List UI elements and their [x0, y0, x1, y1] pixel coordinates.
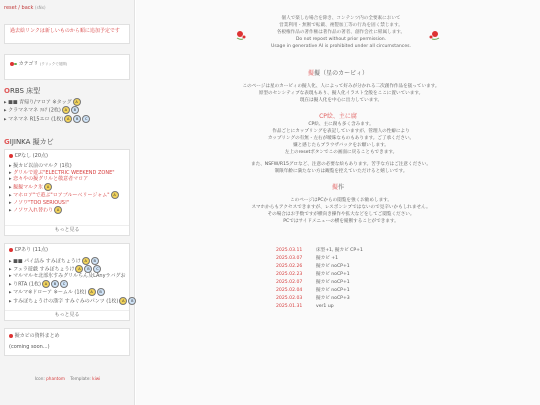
text-line: Usage in generative AI is prohibited under all circumstances. — [270, 43, 412, 49]
text-line: その場合はお手数ですが横向き操作や拡大などをしてご閲覧ください。 — [267, 212, 415, 218]
update-row — [276, 271, 476, 279]
cp-yes-header[interactable]: CPあり (11点) — [9, 247, 125, 254]
copyright-notice — [226, 16, 456, 50]
text-line: 営業利用・無断で転載、複製加工等の行為を固く禁じます。 — [279, 22, 403, 28]
about-title: 擬擬（星のカービィ） — [308, 70, 368, 77]
list-item-label: ■■ パイ詰み すみぽちょうけ — [13, 258, 81, 265]
category-label: カテゴリ — [18, 61, 39, 67]
text-line: スマホからもアクセスできますが、レスポンシブではないので見辛いかもしれません。 — [251, 205, 431, 211]
category-box[interactable] — [4, 54, 130, 80]
rating-badge-icon: A — [88, 288, 96, 296]
rating-badge-icon: B — [97, 288, 105, 296]
cp-title: CP絵、主に腐 — [319, 113, 357, 120]
icon-author-link[interactable]: phantom — [46, 376, 65, 381]
list-item-label: フェラ遊戯 すみぽちょうけ — [13, 266, 75, 273]
rating-badge-icon: A — [54, 206, 62, 214]
update-row — [276, 295, 476, 303]
text-line: カップリングの有無・左右が曖昧なものもあります。ご了承ください。 — [267, 136, 415, 142]
works-title: 擬作 — [331, 184, 345, 191]
nsfw-text — [196, 161, 486, 175]
credits-footer: Icon: phantom Template: kiwi — [34, 376, 101, 381]
update-text: 擬カビ noCP+3 — [316, 296, 350, 302]
flower-icon — [9, 154, 13, 158]
update-row — [276, 279, 476, 287]
cp-none-more-button[interactable]: もっと見る — [5, 225, 129, 234]
rating-badge-icon: A — [64, 115, 72, 123]
list-item-label: ノソワ"TOO SERIOUS!" — [13, 199, 70, 206]
list-item-label: マルマ※ドローア ※ームル (1枚) — [13, 289, 87, 296]
list-item-label: マルマルセ北部氷すみグリルちん及LAnyラバグお — [13, 273, 126, 280]
list-item[interactable]: ▸ すみぽちょうけの漢字 すみぐみのパンツ (1枚) A B — [9, 297, 125, 305]
cp-yes-box — [4, 243, 134, 321]
list-item[interactable]: ▸ ■■ 青帰り/マロア ※タッグ A — [4, 98, 130, 106]
rating-badge-icon: A — [75, 265, 83, 273]
text-line: このページは星のカービィの擬人化、人によって好みが分かれる二次創作作品を扱っています。 — [242, 84, 440, 89]
text-line: 嫌と感じたらブラウザバックをお願いします。 — [293, 143, 389, 149]
rating-badge-icon: B — [73, 115, 81, 123]
orbs-section-title: ORBS 床型 — [4, 87, 41, 95]
gijinka-section-title: GIJINKA 擬カビ — [4, 138, 54, 146]
list-item[interactable]: ▸ ノソワ"TOO SERIOUS!" — [9, 199, 70, 206]
list-item[interactable]: ▸ マルマルセ北部氷すみグリルちん及LAnyラバグお — [9, 273, 126, 280]
reset-link[interactable]: reset / back (sNx) — [4, 5, 46, 11]
text-line: 作品ごとにカップリングを表記していますが、管理人の性癖により — [272, 129, 410, 135]
list-item[interactable]: ▸ フェラ遊戯 すみぽちょうけ A B C — [9, 265, 125, 273]
cp-none-list — [9, 163, 125, 215]
update-text: ver1 up — [316, 304, 334, 310]
update-text: 擬カビ noCP+1 — [316, 272, 350, 278]
update-date: 2025.03.07 — [276, 256, 303, 262]
text-line: また、NSFW/R15グロなど、注意の必要な絵もあります。苦手な方はご注意ください。 — [251, 162, 431, 167]
rating-badge-icon: B — [84, 265, 92, 273]
update-date: 2025.03.11 — [276, 248, 303, 253]
link-notice-text: 過去絵リンクは新しいものから順に追加予定です — [10, 28, 120, 34]
update-row — [276, 287, 476, 295]
update-row — [276, 247, 476, 255]
list-item[interactable]: ▸ クラマネマネ ｿﾙｱ (2枚) A B — [4, 106, 130, 114]
rating-badge-icon: A — [111, 191, 119, 199]
category-sub: (クリックで展開) — [40, 62, 68, 66]
cp-yes-list — [9, 257, 134, 305]
rating-badge-icon: B — [128, 297, 136, 305]
orbs-list — [4, 98, 130, 123]
list-item[interactable]: ▸ 恋々やの擬グリルと敬意者マロア — [9, 176, 89, 183]
list-item[interactable]: ▸ 擬カビ以前のマルク (1枚) — [9, 162, 72, 169]
rating-badge-icon: A — [42, 280, 50, 288]
leaf-icon — [14, 63, 17, 65]
works-text — [196, 197, 486, 225]
rating-badge-icon: B — [71, 106, 79, 114]
cp-yes-more-button[interactable]: もっと見る — [5, 310, 129, 319]
main-content — [136, 0, 540, 405]
rating-badge-icon: A — [119, 297, 127, 305]
list-item-label: 恋々やの擬グリルと敬意者マロア — [13, 176, 89, 183]
gallery-soon: (coming soon...) — [9, 343, 50, 350]
update-row — [276, 255, 476, 263]
list-item-label: すみぽちょうけの漢字 すみぐみのパンツ (1枚) — [13, 298, 119, 304]
rating-badge-icon: B — [51, 280, 59, 288]
rating-badge-icon: A — [62, 106, 70, 114]
link-notice-box — [4, 24, 130, 44]
text-line: CP絵、主に腐も多く含みます。 — [308, 122, 374, 127]
list-item[interactable]: ▸ マホロア"で遊ぶ"ロアブルーベリージャム" A — [9, 191, 125, 199]
rating-badge-icon: A — [44, 183, 52, 191]
list-item-label: クラマネマネ ｿﾙｱ (2枚) — [8, 107, 61, 114]
rating-badge-icon: B — [91, 257, 99, 265]
update-date: 2025.02.04 — [276, 288, 303, 294]
list-item-label: ■■ 青帰り/マロア ※タッグ — [8, 99, 72, 106]
gallery-box — [4, 328, 130, 356]
cp-none-box — [4, 149, 130, 236]
update-log — [276, 247, 476, 311]
list-item-label: 擬擬マルク氷 — [13, 184, 44, 191]
list-item[interactable]: ▸ マルマ※ドローア ※ームル (1枚) A B — [9, 288, 125, 296]
text-line: 左上のresetボタンでこの画面に戻ることもできます。 — [284, 150, 398, 156]
rating-badge-icon: C — [60, 280, 68, 288]
update-row — [276, 263, 476, 271]
rating-badge-icon: C — [82, 115, 90, 123]
list-item-label: グリルで遊ぶ"ELECTRIC WEEKEND ZONE" — [13, 169, 115, 176]
list-item-label: りRTA (1枚) — [13, 281, 41, 288]
list-item-label: ノソワ入れ替わり — [13, 207, 54, 214]
list-item[interactable]: ▸ ノソワ入れ替わり A — [9, 206, 125, 214]
cp-text — [196, 121, 486, 157]
update-date: 2025.02.23 — [276, 272, 303, 278]
flower-icon — [9, 248, 13, 252]
list-item[interactable]: ▸ ■■ パイ詰み すみぽちょうけ A B — [9, 257, 125, 265]
gallery-header[interactable]: 擬カビの資料まとめ — [9, 333, 125, 340]
update-text: 擬カビ +1 — [316, 256, 339, 262]
sidebar — [0, 0, 135, 405]
list-item[interactable]: ▸ 擬擬マルク氷 A — [9, 183, 125, 191]
rating-badge-icon: C — [93, 265, 101, 273]
text-line: 個人で楽しむ場合を除き、コンテンツ内の全要素において — [281, 16, 401, 21]
update-date: 2025.02.26 — [276, 264, 303, 270]
list-item[interactable]: ▸ りRTA (1枚) A B C — [9, 280, 125, 288]
rating-badge-icon: A — [73, 98, 81, 106]
update-date: 2025.02.03 — [276, 296, 303, 302]
list-item[interactable]: ▸ グリルで遊ぶ"ELECTRIC WEEKEND ZONE" — [9, 169, 115, 176]
update-date: 2025.02.07 — [276, 280, 303, 286]
list-item-label: マネマネ R15エロ (1枚) — [8, 116, 64, 122]
text-line: 制限年齢に満たない方は観覧を控えていただけると嬉しいです。 — [274, 169, 408, 175]
text-line: このページはPCからの閲覧を強くお勧めします。 — [290, 198, 392, 203]
template-author-link[interactable]: kiwi — [92, 376, 101, 381]
update-text: 擬カビ noCP+1 — [316, 288, 350, 294]
update-text: 床型+1, 擬カビ CP+1 — [316, 248, 363, 253]
update-text: 擬カビ noCP+1 — [316, 280, 350, 286]
update-row — [276, 303, 476, 311]
cp-none-header[interactable]: CPなし (20点) — [9, 153, 125, 160]
text-line: Do not repost without prior permission. — [295, 36, 387, 42]
about-text — [196, 83, 486, 104]
update-date: 2025.01.31 — [276, 304, 303, 310]
text-line: PCではサイドメニューの横を縦断することができます。 — [283, 219, 399, 225]
list-item-label: 擬カビ以前のマルク (1枚) — [13, 162, 72, 169]
list-item[interactable]: ▸ マネマネ R15エロ (1枚) A B C — [4, 115, 130, 123]
rating-badge-icon: A — [82, 257, 90, 265]
flower-icon — [9, 334, 13, 338]
text-line: 原型のセンシティブな表現もあり、擬人化イラスト全般をここに置いています。 — [258, 91, 424, 97]
update-text: 擬カビ noCP+1 — [316, 264, 350, 270]
list-item-label: マホロア"で遊ぶ"ロアブルーベリージャム" — [13, 192, 110, 199]
text-line: 現在は擬人化を中心に出力しています。 — [299, 98, 383, 104]
text-line: 各板権作品の著作権は著作品の著者、創作会社に帰属します。 — [276, 29, 406, 35]
